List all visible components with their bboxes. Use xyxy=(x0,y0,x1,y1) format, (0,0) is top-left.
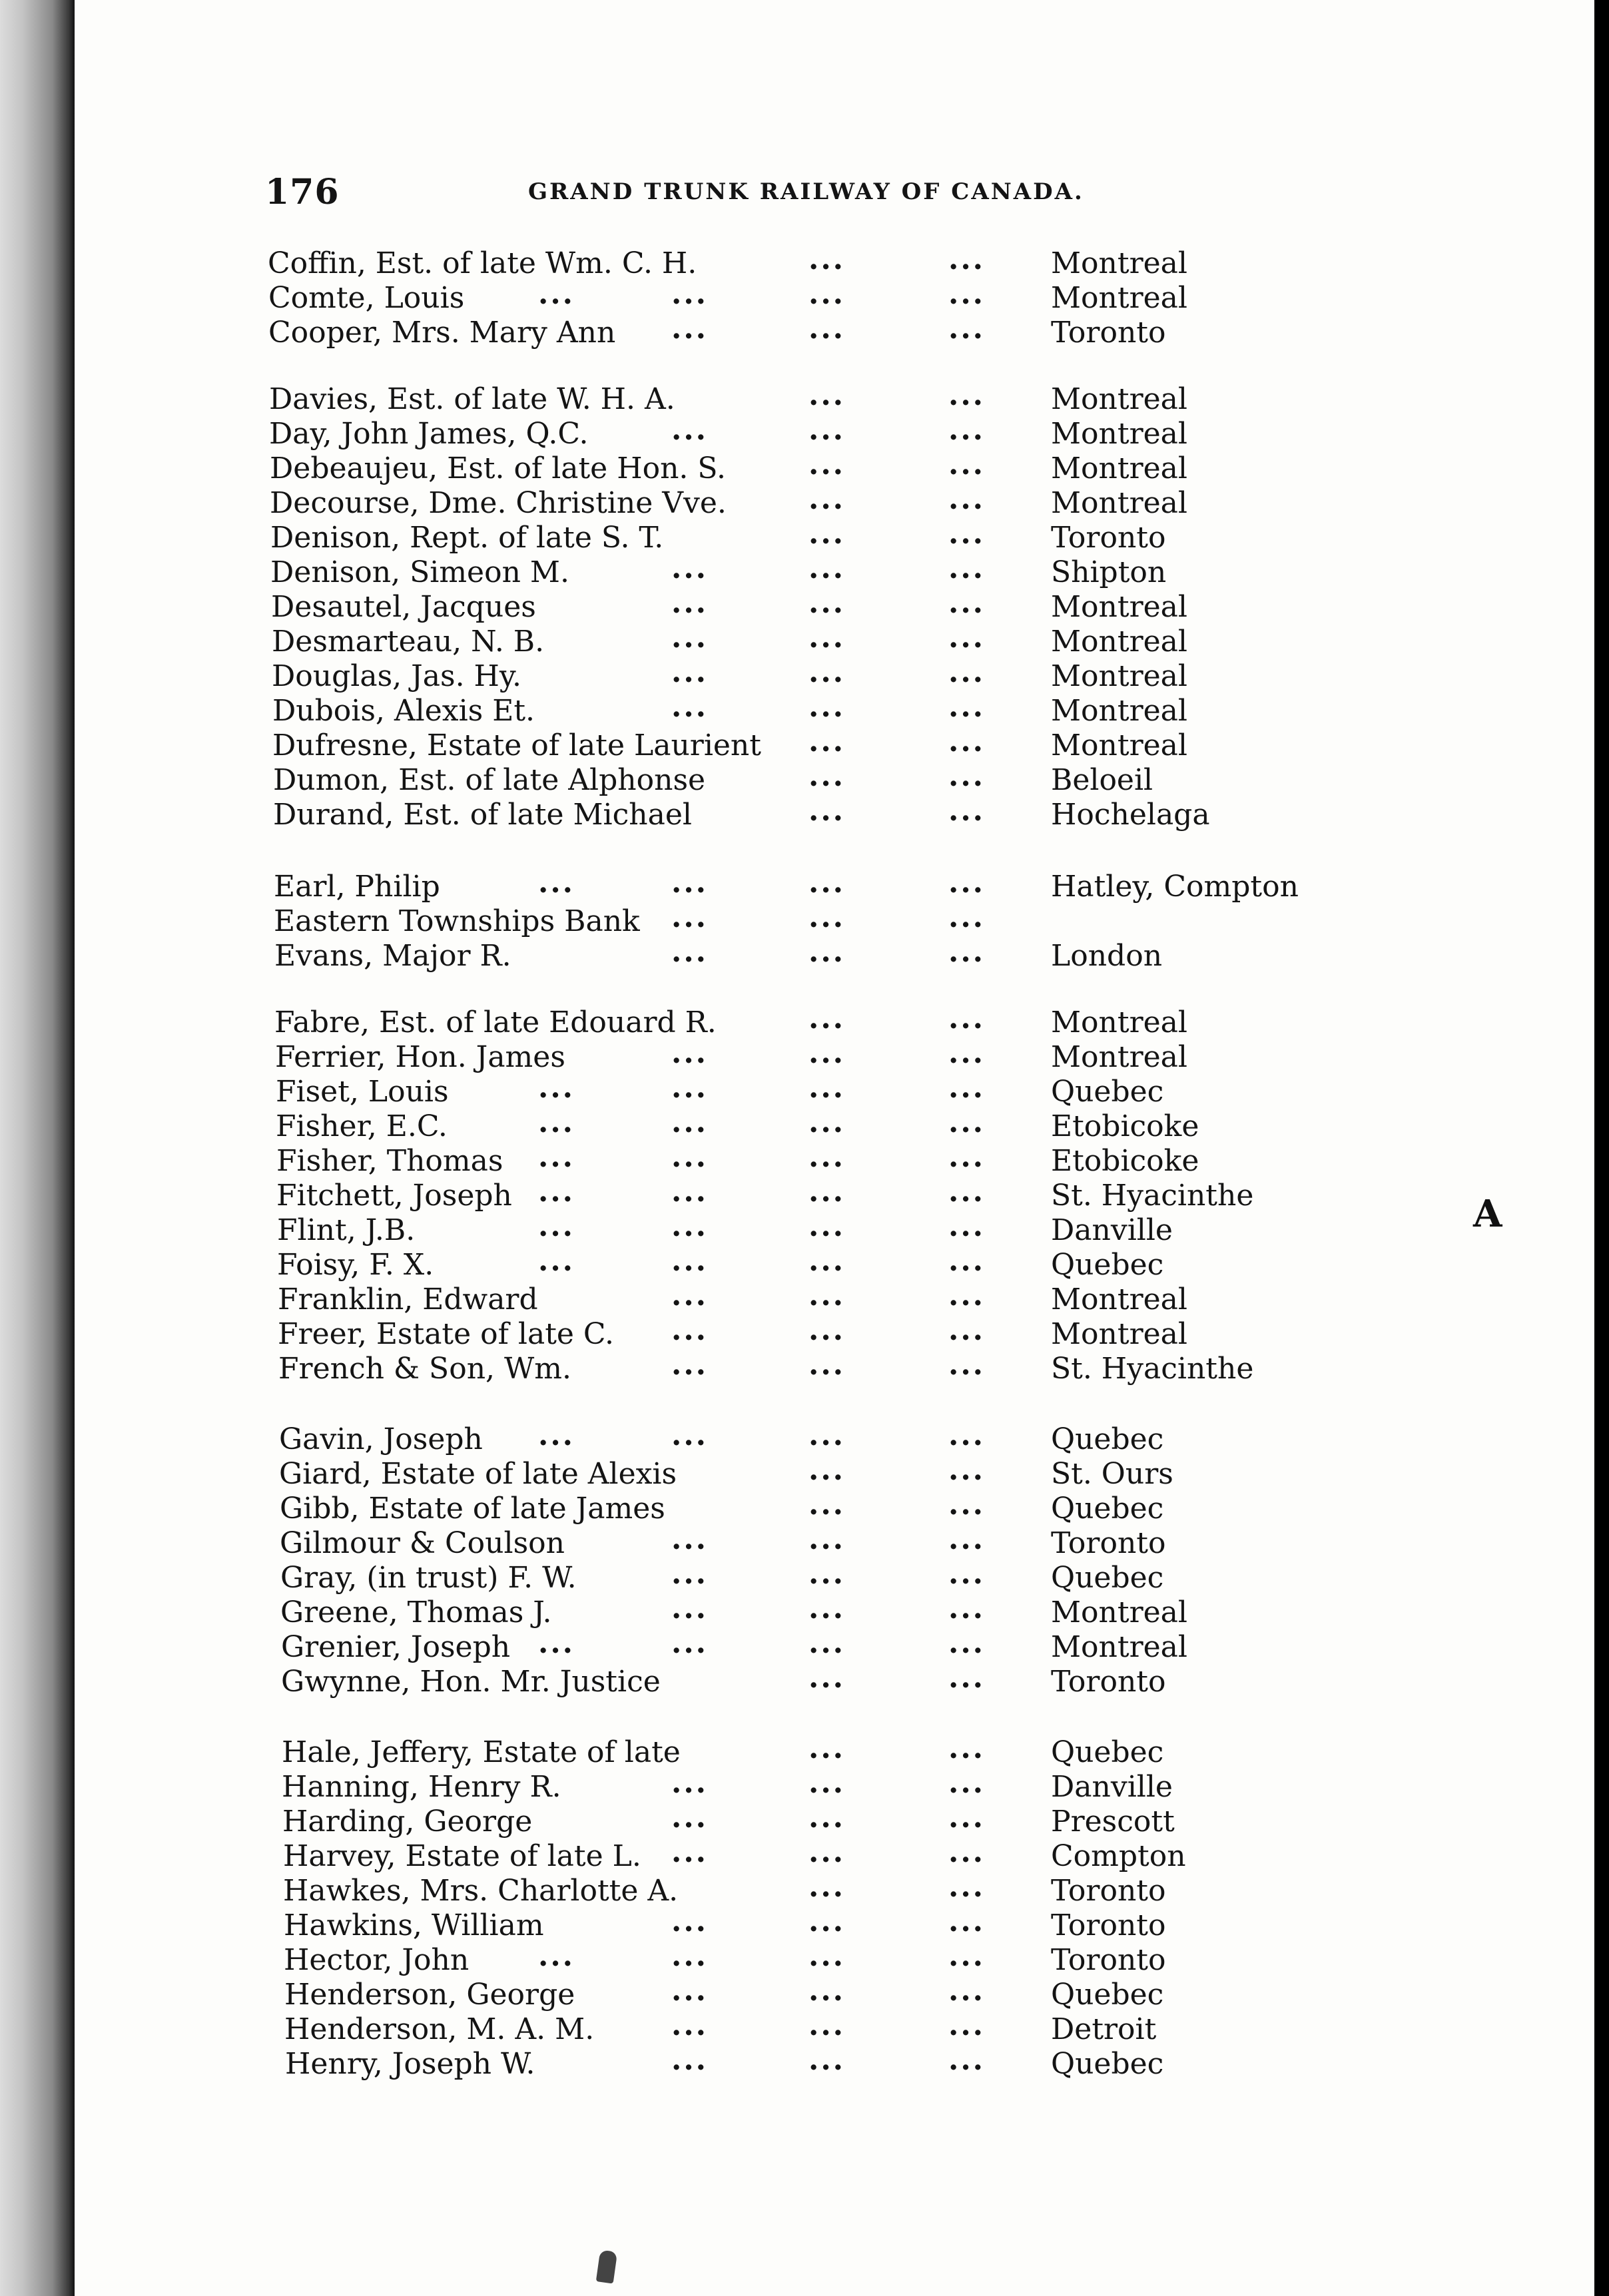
leader-dots: ... xyxy=(671,900,708,934)
entry-place: St. Hyacinthe xyxy=(1051,1352,1254,1386)
leader-dots: ... xyxy=(671,1626,708,1660)
list-item xyxy=(269,378,1452,418)
leader-dots: ... xyxy=(948,413,985,447)
list-item xyxy=(284,1976,1452,2014)
leader-dots: ... xyxy=(808,1870,845,1904)
leader-dots: ... xyxy=(808,759,845,793)
leader-dots: ... xyxy=(671,1105,708,1139)
leader-dots: ... xyxy=(948,1801,985,1835)
leader-dots: ... xyxy=(671,1279,708,1312)
entry-name: Desmarteau, N. B. xyxy=(272,625,545,659)
leader-dots: ... xyxy=(808,378,845,412)
entry-place: Montreal xyxy=(1051,486,1187,520)
leader-dots: ... xyxy=(808,1766,845,1800)
entry-place: Beloeil xyxy=(1051,763,1153,797)
leader-dots: ... xyxy=(948,1974,985,2008)
leader-dots: ... xyxy=(808,655,845,689)
list-item xyxy=(277,1209,1452,1249)
entry-name: Flint, J.B. xyxy=(277,1213,416,1247)
list-item xyxy=(281,1663,1452,1701)
leader-dots: ... xyxy=(808,794,845,828)
entry-place: Montreal xyxy=(1051,1317,1187,1351)
leader-dots: ... xyxy=(538,1244,575,1278)
leader-dots: ... xyxy=(671,586,708,620)
list-item xyxy=(277,1244,1452,1284)
list-item xyxy=(274,868,1452,906)
leader-dots: ... xyxy=(808,1939,845,1973)
entry-name: Harding, George xyxy=(282,1805,533,1839)
leader-dots: ... xyxy=(948,1626,985,1660)
entry-name: Hale, Jeffery, Estate of late xyxy=(282,1735,681,1769)
leader-dots: ... xyxy=(808,724,845,758)
entry-name: Denison, Rept. of late S. T. xyxy=(270,521,664,555)
leader-dots: ... xyxy=(808,312,845,346)
list-item xyxy=(274,1004,1452,1041)
list-item xyxy=(268,314,1452,352)
list-item xyxy=(280,1591,1452,1631)
entry-name: Day, John James, Q.C. xyxy=(269,417,589,451)
leader-dots: ... xyxy=(538,1140,575,1174)
leader-dots: ... xyxy=(538,277,575,311)
leader-dots: ... xyxy=(808,1974,845,2008)
leader-dots: ... xyxy=(671,1244,708,1278)
entry-place: Montreal xyxy=(1051,1005,1187,1039)
entry-place: Montreal xyxy=(1051,659,1187,693)
leader-dots: ... xyxy=(671,1591,708,1625)
list-item xyxy=(270,519,1452,557)
leader-dots: ... xyxy=(671,1766,708,1800)
list-item xyxy=(272,623,1452,661)
leader-dots: ... xyxy=(808,1522,845,1556)
entry-place: Toronto xyxy=(1051,316,1166,350)
leader-dots: ... xyxy=(948,1348,985,1382)
leader-dots: ... xyxy=(808,1835,845,1869)
leader-dots: ... xyxy=(808,1488,845,1522)
entry-name: Denison, Simeon M. xyxy=(270,555,569,589)
leader-dots: ... xyxy=(948,312,985,346)
leader-dots: ... xyxy=(948,1522,985,1556)
leader-dots: ... xyxy=(948,1418,985,1452)
list-item xyxy=(276,1105,1452,1145)
entry-place: Quebec xyxy=(1051,1422,1164,1456)
entry-name: Douglas, Jas. Hy. xyxy=(272,659,521,693)
leader-dots: ... xyxy=(808,1175,845,1209)
leader-dots: ... xyxy=(948,935,985,969)
entry-name: Davies, Est. of late W. H. A. xyxy=(269,382,675,416)
leader-dots: ... xyxy=(948,794,985,828)
list-item xyxy=(278,1313,1452,1353)
leader-dots: ... xyxy=(671,413,708,447)
leader-dots: ... xyxy=(808,1140,845,1174)
leader-dots: ... xyxy=(948,1870,985,1904)
leader-dots: ... xyxy=(671,1036,708,1070)
list-item xyxy=(274,935,1452,975)
leader-dots: ... xyxy=(671,1557,708,1591)
leader-dots: ... xyxy=(671,935,708,969)
entry-name: Gwynne, Hon. Mr. Justice xyxy=(281,1665,661,1699)
entry-place: Etobicoke xyxy=(1051,1109,1199,1143)
list-item xyxy=(282,1803,1452,1841)
list-item xyxy=(279,1418,1452,1458)
entry-place: Quebec xyxy=(1051,1735,1164,1769)
list-item xyxy=(270,482,1452,522)
leader-dots: ... xyxy=(808,1036,845,1070)
leader-dots: ... xyxy=(948,1279,985,1312)
entry-name: Harvey, Estate of late L. xyxy=(283,1839,641,1873)
leader-dots: ... xyxy=(808,2008,845,2042)
leader-dots: ... xyxy=(808,1904,845,1938)
entry-name: Comte, Louis xyxy=(268,281,465,315)
leader-dots: ... xyxy=(538,1071,575,1105)
entry-name: Henry, Joseph W. xyxy=(285,2047,535,2081)
entry-place: Montreal xyxy=(1051,246,1187,280)
leader-dots: ... xyxy=(948,655,985,689)
entry-place: Quebec xyxy=(1051,1978,1164,2012)
list-item xyxy=(269,413,1452,453)
entry-place: Toronto xyxy=(1051,521,1166,555)
leader-dots: ... xyxy=(808,1105,845,1139)
entry-name: Fabre, Est. of late Edouard R. xyxy=(274,1005,717,1039)
entry-name: Grenier, Joseph xyxy=(281,1630,511,1664)
list-item xyxy=(283,1872,1452,1910)
leader-dots: ... xyxy=(671,866,708,900)
leader-dots: ... xyxy=(808,1209,845,1243)
list-item xyxy=(278,1350,1452,1388)
leader-dots: ... xyxy=(671,312,708,346)
entry-place: Danville xyxy=(1051,1213,1173,1247)
list-item xyxy=(275,1036,1452,1076)
leader-dots: ... xyxy=(948,1488,985,1522)
list-item xyxy=(284,2008,1452,2048)
list-item xyxy=(282,1766,1452,1806)
entry-name: Desautel, Jacques xyxy=(271,590,536,624)
list-item xyxy=(274,900,1452,940)
leader-dots: ... xyxy=(948,759,985,793)
entry-place: Montreal xyxy=(1051,625,1187,659)
entry-name: Fiset, Louis xyxy=(276,1075,449,1109)
leader-dots: ... xyxy=(671,621,708,655)
entry-place: Hatley, Compton xyxy=(1051,870,1299,904)
leader-dots: ... xyxy=(948,1939,985,1973)
entry-name: Eastern Townships Bank xyxy=(274,904,640,938)
list-item xyxy=(280,1557,1452,1597)
entry-place: Toronto xyxy=(1051,1908,1166,1942)
entry-place: Quebec xyxy=(1051,1492,1164,1526)
leader-dots: ... xyxy=(948,482,985,516)
leader-dots: ... xyxy=(948,1904,985,1938)
leader-dots: ... xyxy=(808,1801,845,1835)
leader-dots: ... xyxy=(948,517,985,551)
list-item xyxy=(271,586,1452,626)
entry-name: Earl, Philip xyxy=(274,870,440,904)
leader-dots: ... xyxy=(808,2043,845,2077)
entry-name: Freer, Estate of late C. xyxy=(278,1317,614,1351)
leader-dots: ... xyxy=(808,447,845,481)
leader-dots: ... xyxy=(948,1002,985,1035)
entry-place: Etobicoke xyxy=(1051,1144,1199,1178)
entry-place: Hochelaga xyxy=(1051,798,1210,832)
leader-dots: ... xyxy=(808,1661,845,1695)
entry-place: Toronto xyxy=(1051,1665,1166,1699)
entry-name: Franklin, Edward xyxy=(278,1283,538,1316)
leader-dots: ... xyxy=(808,621,845,655)
leader-dots: ... xyxy=(808,277,845,311)
leader-dots: ... xyxy=(808,517,845,551)
leader-dots: ... xyxy=(808,1071,845,1105)
entry-place: Danville xyxy=(1051,1770,1173,1804)
entry-name: Hawkes, Mrs. Charlotte A. xyxy=(283,1874,679,1908)
leader-dots: ... xyxy=(948,1175,985,1209)
entry-place: Montreal xyxy=(1051,1283,1187,1316)
entry-name: Greene, Thomas J. xyxy=(280,1595,552,1629)
leader-dots: ... xyxy=(808,586,845,620)
leader-dots: ... xyxy=(808,690,845,724)
leader-dots: ... xyxy=(671,551,708,585)
entry-place: Montreal xyxy=(1051,382,1187,416)
list-item xyxy=(272,724,1452,764)
leader-dots: ... xyxy=(671,1071,708,1105)
list-item xyxy=(285,2043,1452,2083)
leader-dots: ... xyxy=(948,447,985,481)
entry-place: Toronto xyxy=(1051,1874,1166,1908)
entry-place: Quebec xyxy=(1051,1075,1164,1109)
entry-place: Montreal xyxy=(1051,451,1187,485)
entry-name: Gavin, Joseph xyxy=(279,1422,483,1456)
entry-place: Montreal xyxy=(1051,1595,1187,1629)
entry-place: Montreal xyxy=(1051,281,1187,315)
leader-dots: ... xyxy=(671,1522,708,1556)
list-item xyxy=(276,1073,1452,1111)
entry-name: Durand, Est. of late Michael xyxy=(273,798,692,832)
leader-dots: ... xyxy=(948,690,985,724)
leader-dots: ... xyxy=(948,1140,985,1174)
leader-dots: ... xyxy=(671,1313,708,1347)
entry-place: Quebec xyxy=(1051,1561,1164,1595)
leader-dots: ... xyxy=(538,1175,575,1209)
entry-name: Ferrier, Hon. James xyxy=(275,1040,565,1074)
entry-place: Montreal xyxy=(1051,1040,1187,1074)
leader-dots: ... xyxy=(808,1731,845,1765)
list-item xyxy=(280,1522,1452,1562)
list-item xyxy=(284,1904,1452,1944)
list-item xyxy=(282,1731,1452,1771)
leader-dots: ... xyxy=(671,1209,708,1243)
leader-dots: ... xyxy=(948,1105,985,1139)
leader-dots: ... xyxy=(948,378,985,412)
leader-dots: ... xyxy=(538,866,575,900)
leader-dots: ... xyxy=(808,1453,845,1487)
entry-place: Toronto xyxy=(1051,1526,1166,1560)
leader-dots: ... xyxy=(538,1626,575,1660)
leader-dots: ... xyxy=(948,1835,985,1869)
entry-name: Gilmour & Coulson xyxy=(280,1526,565,1560)
running-title: GRAND TRUNK RAILWAY OF CANADA. xyxy=(528,178,1084,205)
entry-place: London xyxy=(1051,939,1163,973)
entry-name: Foisy, F. X. xyxy=(277,1248,434,1282)
margin-mark: A xyxy=(1473,1192,1502,1236)
entry-place: Montreal xyxy=(1051,1630,1187,1664)
list-item xyxy=(280,1490,1452,1528)
leader-dots: ... xyxy=(808,1313,845,1347)
leader-dots: ... xyxy=(948,1071,985,1105)
entry-place: Shipton xyxy=(1051,555,1167,589)
entry-place: Quebec xyxy=(1051,2047,1164,2081)
entry-name: Debeaujeu, Est. of late Hon. S. xyxy=(270,451,726,485)
leader-dots: ... xyxy=(948,900,985,934)
entry-name: French & Son, Wm. xyxy=(278,1352,571,1386)
list-item xyxy=(270,551,1452,591)
entry-name: Fitchett, Joseph xyxy=(276,1179,512,1213)
entry-place: St. Hyacinthe xyxy=(1051,1179,1254,1213)
entry-name: Cooper, Mrs. Mary Ann xyxy=(268,316,616,350)
leader-dots: ... xyxy=(808,242,845,276)
leader-dots: ... xyxy=(948,1661,985,1695)
leader-dots: ... xyxy=(948,1453,985,1487)
leader-dots: ... xyxy=(671,1348,708,1382)
leader-dots: ... xyxy=(948,2008,985,2042)
leader-dots: ... xyxy=(808,1244,845,1278)
leader-dots: ... xyxy=(808,935,845,969)
leader-dots: ... xyxy=(671,1904,708,1938)
leader-dots: ... xyxy=(538,1209,575,1243)
leader-dots: ... xyxy=(808,413,845,447)
leader-dots: ... xyxy=(671,2043,708,2077)
list-item xyxy=(283,1835,1452,1875)
entry-place: Montreal xyxy=(1051,590,1187,624)
leader-dots: ... xyxy=(808,1557,845,1591)
leader-dots: ... xyxy=(538,1418,575,1452)
entry-name: Dubois, Alexis Et. xyxy=(272,694,535,728)
entry-name: Dufresne, Estate of late Laurient xyxy=(272,728,761,762)
entry-place: Detroit xyxy=(1051,2012,1157,2046)
entry-name: Dumon, Est. of late Alphonse xyxy=(273,763,706,797)
entry-place: St. Ours xyxy=(1051,1457,1173,1491)
leader-dots: ... xyxy=(948,1244,985,1278)
entry-name: Evans, Major R. xyxy=(274,939,511,973)
leader-dots: ... xyxy=(808,1279,845,1312)
leader-dots: ... xyxy=(671,1175,708,1209)
entry-name: Hanning, Henry R. xyxy=(282,1770,561,1804)
entry-name: Gray, (in trust) F. W. xyxy=(280,1561,577,1595)
leader-dots: ... xyxy=(671,1140,708,1174)
list-item xyxy=(284,1939,1452,1979)
entry-name: Henderson, M. A. M. xyxy=(284,2012,595,2046)
leader-dots: ... xyxy=(671,690,708,724)
entry-name: Hector, John xyxy=(284,1943,470,1977)
list-item xyxy=(268,242,1452,282)
entry-name: Henderson, George xyxy=(284,1978,575,2012)
leader-dots: ... xyxy=(808,866,845,900)
entry-name: Coffin, Est. of late Wm. C. H. xyxy=(268,246,697,280)
leader-dots: ... xyxy=(538,1105,575,1139)
leader-dots: ... xyxy=(671,1801,708,1835)
list-item xyxy=(268,277,1452,317)
entry-name: Hawkins, William xyxy=(284,1908,544,1942)
entry-name: Decourse, Dme. Christine Vve. xyxy=(270,486,727,520)
leader-dots: ... xyxy=(948,1036,985,1070)
leader-dots: ... xyxy=(808,1348,845,1382)
list-item xyxy=(270,447,1452,487)
list-item xyxy=(273,759,1452,799)
leader-dots: ... xyxy=(948,277,985,311)
leader-dots: ... xyxy=(808,482,845,516)
leader-dots: ... xyxy=(948,1209,985,1243)
list-item xyxy=(279,1453,1452,1493)
leader-dots: ... xyxy=(671,1939,708,1973)
leader-dots: ... xyxy=(948,1766,985,1800)
leader-dots: ... xyxy=(671,655,708,689)
entry-place: Quebec xyxy=(1051,1248,1164,1282)
leader-dots: ... xyxy=(948,242,985,276)
list-item xyxy=(278,1281,1452,1318)
leader-dots: ... xyxy=(538,1939,575,1973)
entry-place: Prescott xyxy=(1051,1805,1175,1839)
leader-dots: ... xyxy=(948,866,985,900)
page-number: 176 xyxy=(265,172,340,212)
list-item xyxy=(272,655,1452,695)
entry-name: Gibb, Estate of late James xyxy=(280,1492,665,1526)
leader-dots: ... xyxy=(948,2043,985,2077)
leader-dots: ... xyxy=(948,724,985,758)
leader-dots: ... xyxy=(671,277,708,311)
leader-dots: ... xyxy=(948,551,985,585)
entry-place: Toronto xyxy=(1051,1943,1166,1977)
leader-dots: ... xyxy=(671,1974,708,2008)
leader-dots: ... xyxy=(808,1002,845,1035)
leader-dots: ... xyxy=(808,900,845,934)
leader-dots: ... xyxy=(808,1418,845,1452)
leader-dots: ... xyxy=(808,1591,845,1625)
list-item xyxy=(273,796,1452,834)
list-item xyxy=(272,690,1452,730)
entry-place: Compton xyxy=(1051,1839,1186,1873)
leader-dots: ... xyxy=(808,1626,845,1660)
leader-dots: ... xyxy=(948,1313,985,1347)
entry-place: Montreal xyxy=(1051,694,1187,728)
leader-dots: ... xyxy=(948,621,985,655)
entry-name: Fisher, Thomas xyxy=(276,1144,503,1178)
entry-name: Giard, Estate of late Alexis xyxy=(279,1457,677,1491)
leader-dots: ... xyxy=(808,551,845,585)
leader-dots: ... xyxy=(671,1418,708,1452)
entry-name: Fisher, E.C. xyxy=(276,1109,448,1143)
leader-dots: ... xyxy=(948,586,985,620)
leader-dots: ... xyxy=(948,1731,985,1765)
leader-dots: ... xyxy=(948,1591,985,1625)
list-item xyxy=(276,1140,1452,1180)
leader-dots: ... xyxy=(948,1557,985,1591)
leader-dots: ... xyxy=(671,1835,708,1869)
leader-dots: ... xyxy=(671,2008,708,2042)
list-item xyxy=(281,1626,1452,1666)
list-item xyxy=(276,1177,1452,1215)
entry-place: Montreal xyxy=(1051,417,1187,451)
entry-place: Montreal xyxy=(1051,728,1187,762)
